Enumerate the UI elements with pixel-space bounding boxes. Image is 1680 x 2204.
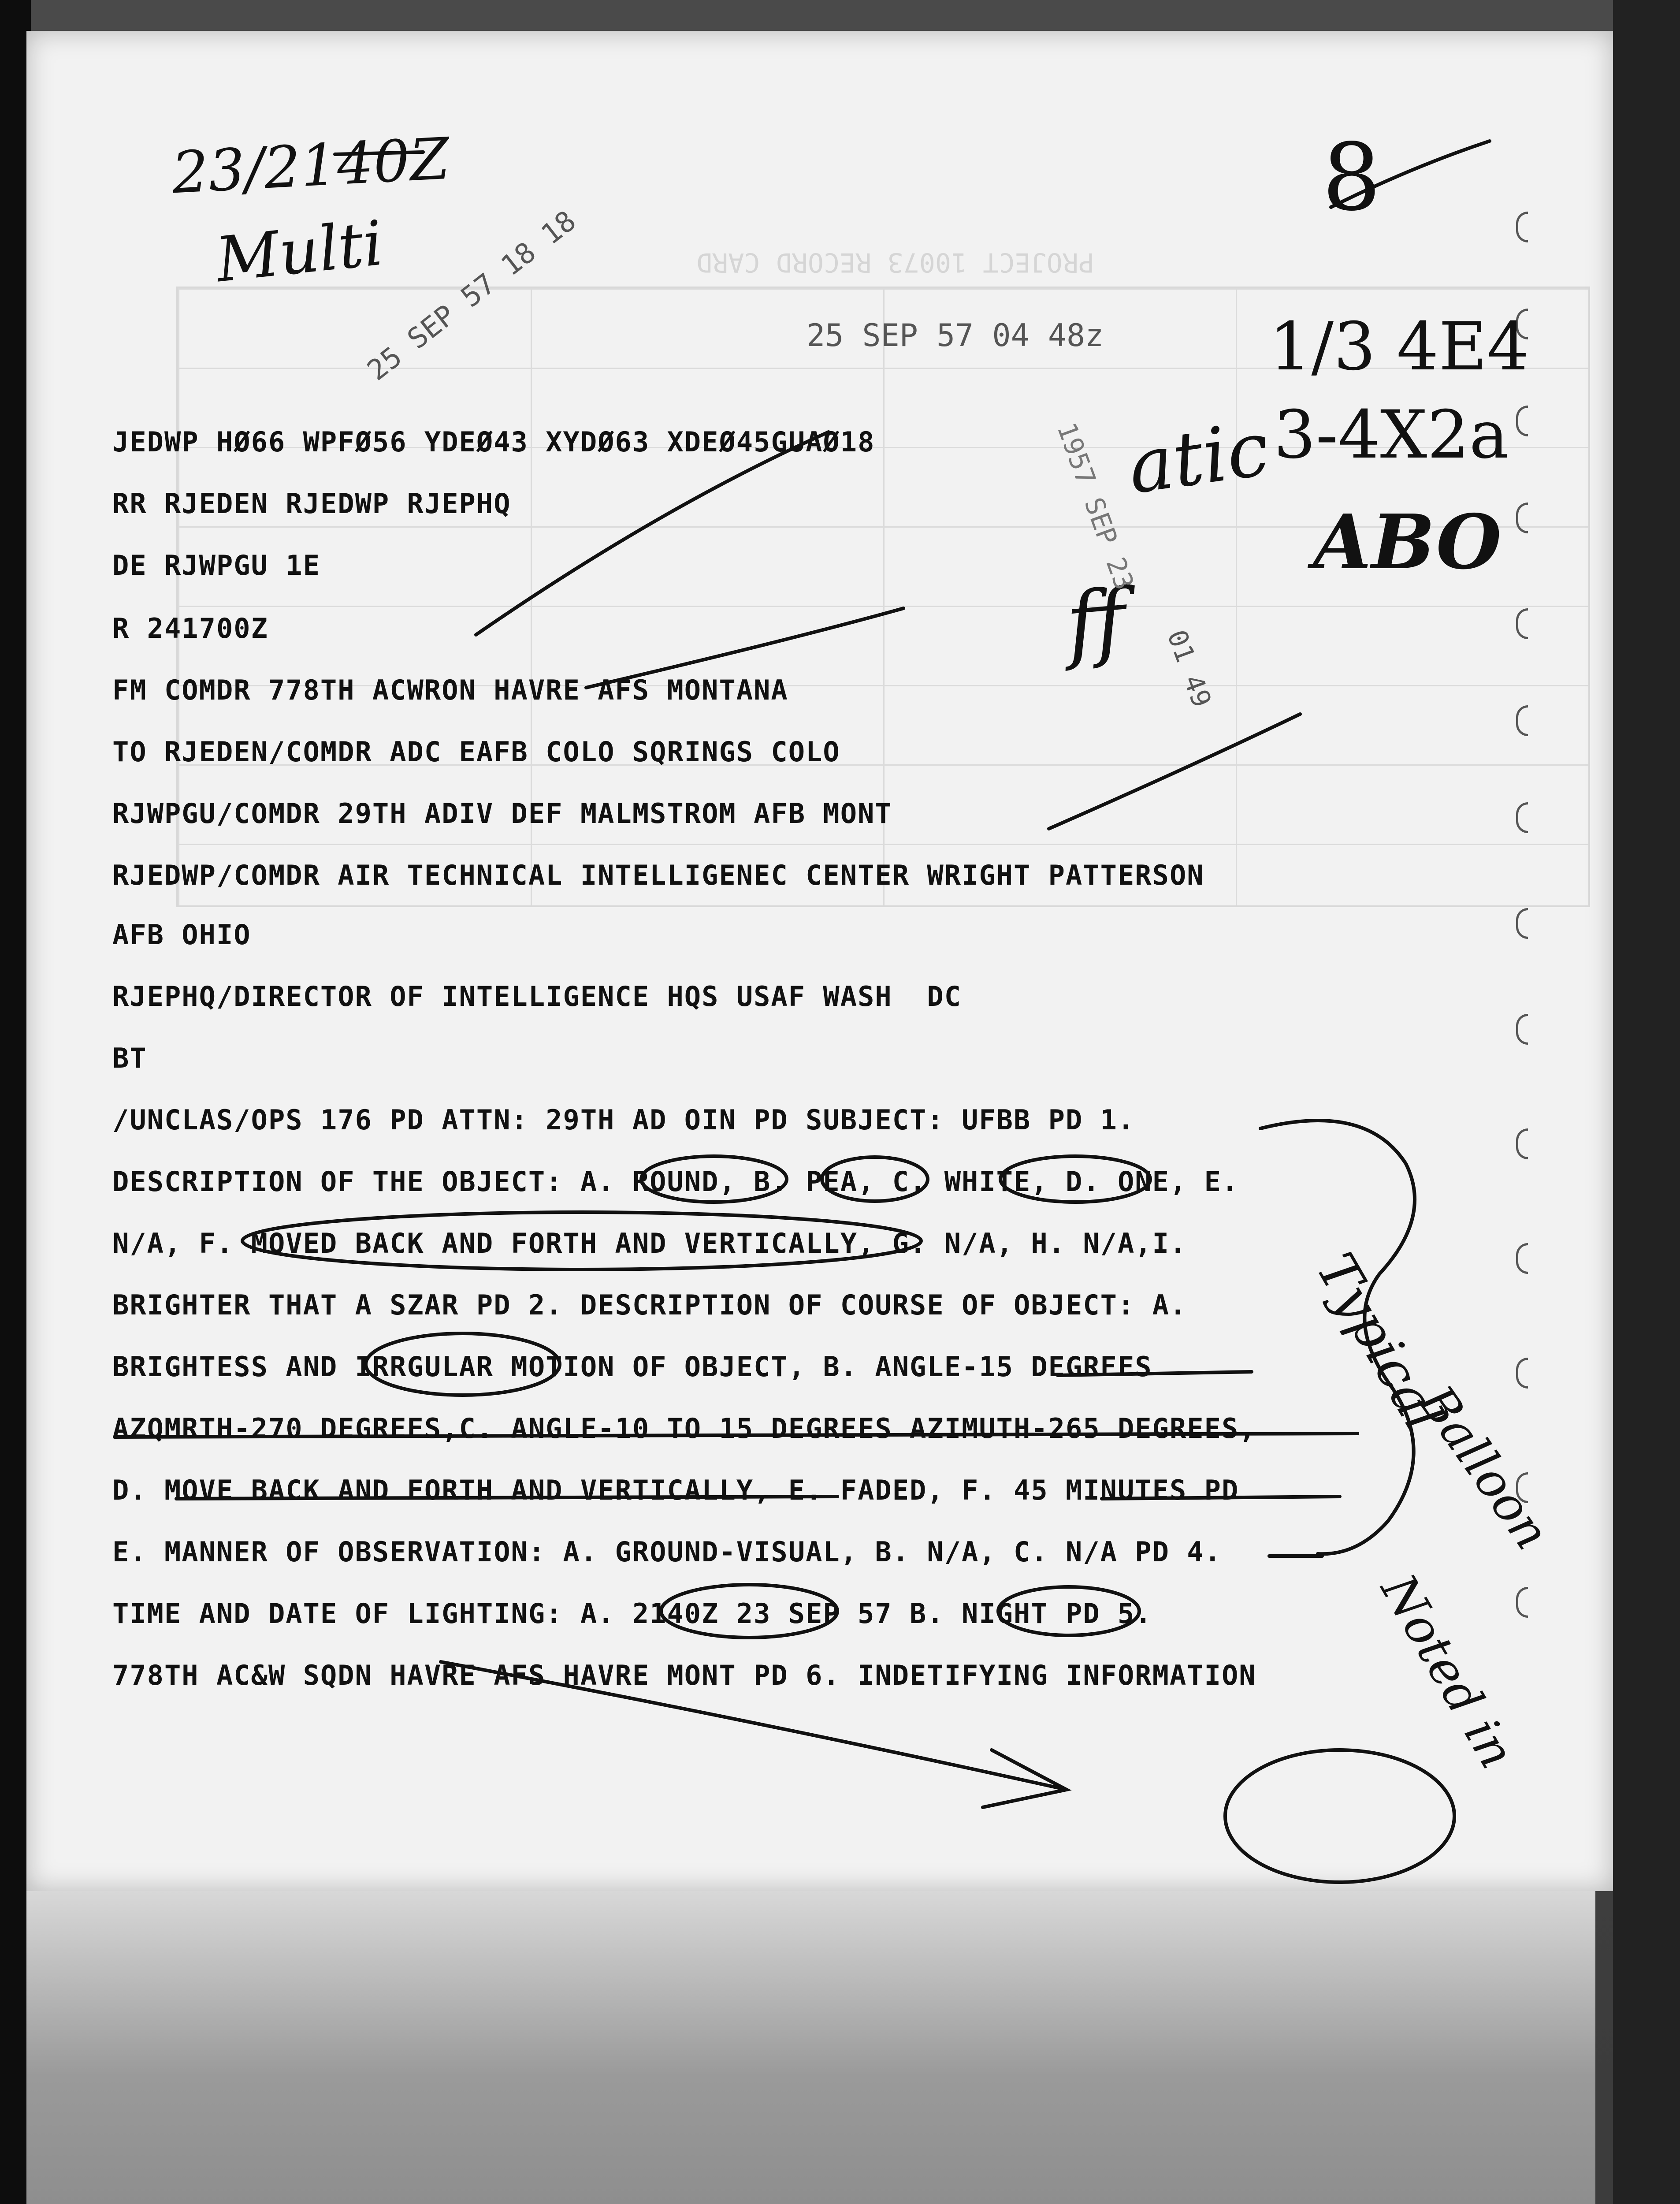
teletype-line: D. MOVE BACK AND FORTH AND VERTICALLY, E. FADED, F. 45 MINUTES PD bbox=[112, 1474, 1239, 1506]
received-stamp: 25 SEP 57 18 18 bbox=[361, 205, 583, 387]
teletype-line: BRIGHTER THAT A SZAR PD 2. DESCRIPTION OF COURSE OF OBJECT: A. bbox=[112, 1289, 1187, 1321]
diagonal-stroke bbox=[586, 608, 903, 688]
circle-pea bbox=[822, 1157, 928, 1201]
teletype-line: BRIGHTESS AND IRRGULAR MOTION OF OBJECT, B. ANGLE-15 DEGREES bbox=[112, 1351, 1152, 1383]
circle-irregular bbox=[366, 1333, 560, 1395]
handwritten-initials-ff: ff bbox=[1062, 570, 1130, 673]
circle-2140z bbox=[661, 1585, 837, 1638]
handwritten-atic: atic bbox=[1122, 405, 1275, 511]
teletype-line: N/A, F. MOVED BACK AND FORTH AND VERTICALLY, G. N/A, H. N/A,I. bbox=[112, 1227, 1187, 1259]
slanted-stamp: 1957 SEP 23 bbox=[1051, 419, 1140, 594]
teletype-line: RJEDWP/COMDR AIR TECHNICAL INTELLIGENEC CENTER WRIGHT PATTERSON bbox=[112, 859, 1204, 891]
handwritten-typical: Typical bbox=[1304, 1243, 1455, 1442]
circle-round bbox=[641, 1156, 787, 1202]
underline bbox=[115, 1433, 1357, 1437]
handwritten-balloon: Balloon bbox=[1408, 1375, 1561, 1560]
underline bbox=[1058, 1372, 1252, 1375]
teletype-line: AFB OHIO bbox=[112, 919, 251, 951]
handwritten-date-ref: 23/2140Z bbox=[170, 125, 451, 207]
circle-white bbox=[1000, 1156, 1150, 1202]
diagonal-stroke bbox=[1049, 714, 1300, 829]
time-stamp: 25 SEP 57 04 48z bbox=[807, 317, 1104, 354]
bracket bbox=[1260, 1121, 1415, 1554]
teletype-line: JEDWP HØ66 WPFØ56 YDEØ43 XYDØ63 XDEØ45GUAØ18 bbox=[112, 426, 875, 458]
handwritten-code-1: 1/3 4E4 bbox=[1269, 309, 1529, 385]
handwritten-initials: ABO bbox=[1313, 498, 1502, 586]
strike-line bbox=[335, 152, 423, 154]
teletype-line: FM COMDR 778TH ACWRON HAVRE AFS MONTANA bbox=[112, 674, 788, 706]
teletype-line: TIME AND DATE OF LIGHTING: A. 2140Z 23 SEP 57 B. NIGHT PD 5. bbox=[112, 1597, 1152, 1630]
teletype-line: BT bbox=[112, 1042, 147, 1074]
handwritten-page-number: 8 bbox=[1322, 123, 1381, 231]
number-stamp: 01 49 bbox=[1161, 626, 1217, 711]
teletype-line: DE RJWPGU 1E bbox=[112, 549, 320, 581]
teletype-line: E. MANNER OF OBSERVATION: A. GROUND-VISUAL, B. N/A, C. N/A PD 4. bbox=[112, 1536, 1222, 1568]
circle-moved bbox=[242, 1212, 921, 1270]
arrow-line bbox=[441, 1662, 1067, 1790]
teletype-line: R 241700Z bbox=[112, 612, 268, 644]
circle-bottom bbox=[1225, 1750, 1454, 1882]
teletype-line: RJEPHQ/DIRECTOR OF INTELLIGENCE HQS USAF WASH DC bbox=[112, 980, 962, 1013]
teletype-line: AZQMRTH-270 DEGREES,C. ANGLE-10 TO 15 DEGREES AZIMUTH-265 DEGREES, bbox=[112, 1412, 1256, 1445]
circle-night bbox=[998, 1587, 1139, 1635]
handwritten-code-2: 3-4X2a bbox=[1274, 397, 1509, 473]
underline bbox=[1102, 1497, 1340, 1499]
teletype-line: 778TH AC&W SQDN HAVRE AFS HAVRE MONT PD 6. INDETIFYING INFORMATION bbox=[112, 1659, 1256, 1691]
page-number-slash bbox=[1331, 141, 1490, 207]
teletype-line: /UNCLAS/OPS 176 PD ATTN: 29TH AD OIN PD SUBJECT: UFBB PD 1. bbox=[112, 1104, 1135, 1136]
teletype-line: RR RJEDEN RJEDWP RJEPHQ bbox=[112, 488, 511, 520]
teletype-line: DESCRIPTION OF THE OBJECT: A. ROUND, B. PEA, C. WHITE, D. ONE, E. bbox=[112, 1165, 1239, 1198]
underline bbox=[176, 1497, 837, 1499]
teletype-line: RJWPGU/COMDR 29TH ADIV DEF MALMSTROM AFB MONT bbox=[112, 797, 892, 830]
handwritten-noted: Noted in bbox=[1370, 1565, 1526, 1778]
teletype-line: TO RJEDEN/COMDR ADC EAFB COLO SQRINGS COLO bbox=[112, 736, 840, 768]
handwritten-multi: Multi bbox=[212, 207, 387, 297]
diagonal-stroke bbox=[476, 432, 829, 635]
